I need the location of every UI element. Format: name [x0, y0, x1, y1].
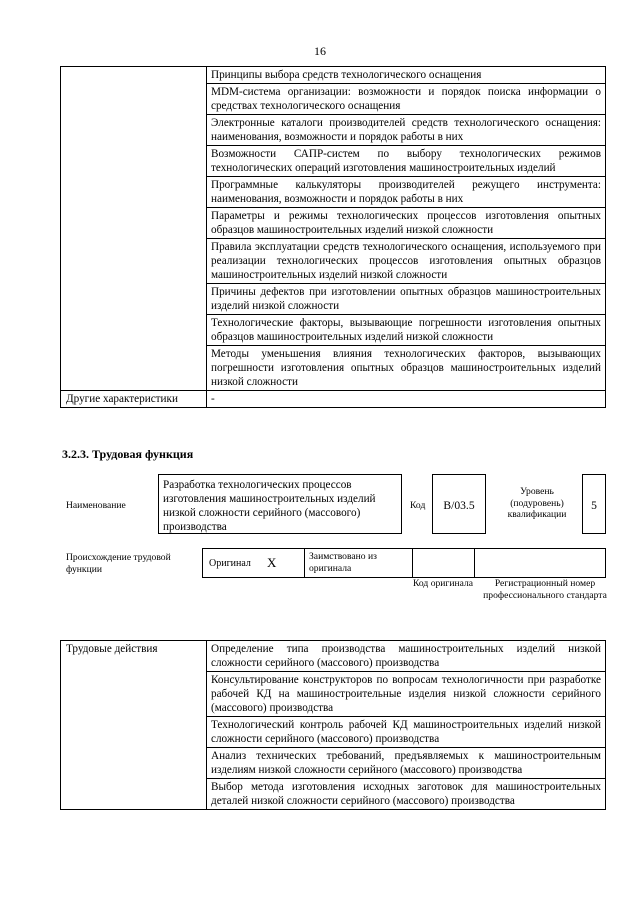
origin-row	[202, 548, 606, 578]
other-characteristics-value: -	[207, 391, 606, 408]
table-cell: Технологические факторы, вызывающие погрешности изготовления опытных образцов машиностроительных изделий низкой сложности	[207, 315, 606, 346]
table-cell: Выбор метода изготовления исходных заготовок для машиностроительных деталей низкой сложности серийного (массового) производства	[207, 779, 606, 810]
table-cell: Технологический контроль рабочей КД машиностроительных изделий низкой сложности серийного (массового) производства	[207, 717, 606, 748]
code-original-caption: Код оригинала	[412, 578, 474, 589]
function-name-box: Разработка технологических процессов изготовления машиностроительных изделий низкой сложности серийного (массового) производства	[158, 474, 402, 534]
knowledge-table	[60, 66, 606, 408]
table-cell: Электронные каталоги производителей средств технологического оснащения: наименования, возможности и порядок работы в них	[207, 115, 606, 146]
table-cell: Методы уменьшения влияния технологических факторов, вызывающих погрешности изготовления опытных образцов машиностроительных изделий низкой сложности	[207, 346, 606, 391]
original-label: Оригинал	[209, 558, 251, 569]
original-mark: X	[267, 555, 277, 570]
section-title: 3.2.3. Трудовая функция	[62, 447, 194, 461]
table-cell: Параметры и режимы технологических процессов изготовления опытных образцов машиностроительных изделий низкой сложности	[207, 208, 606, 239]
level-label: Уровень (подуровень) квалификации	[507, 486, 567, 520]
registration-number-cell	[474, 549, 606, 577]
borrowed-label: Заимствовано из оригинала	[309, 551, 377, 574]
table-cell: Возможности САПР-систем по выбору технологических режимов технологических операций изготовления машиностроительных изделий	[207, 146, 606, 177]
code-label: Код	[410, 500, 426, 511]
labor-actions-label: Трудовые действия	[61, 641, 207, 810]
function-code-box: B/03.5	[432, 474, 486, 534]
table-cell: Причины дефектов при изготовлении опытных образцов машиностроительных изделий низкой сложности	[207, 284, 606, 315]
table-cell: Определение типа производства машиностроительных изделий низкой сложности серийного (массового) производства	[207, 641, 606, 672]
original-cell	[202, 549, 304, 577]
other-characteristics-label: Другие характеристики	[61, 391, 207, 408]
level-box: 5	[582, 474, 606, 534]
table-cell: MDM-система организации: возможности и порядок поиска информации о средствах технологического оснащения	[207, 84, 606, 115]
table-row	[61, 391, 606, 408]
table-cell: Правила эксплуатации средств технологического оснащения, используемого при реализации технологических процессов изготовления опытных образцов машиностроительных изделий низкой сложности	[207, 239, 606, 284]
origin-label: Происхождение трудовой функции	[66, 552, 171, 575]
table-cell: Принципы выбора средств технологического оснащения	[207, 67, 606, 84]
borrowed-cell	[304, 549, 412, 577]
table-cell: Анализ технических требований, предъявляемых к машиностроительным изделиям низкой сложности серийного (массового) производства	[207, 748, 606, 779]
name-label: Наименование	[66, 500, 126, 511]
table-row	[61, 641, 606, 672]
page-number: 16	[314, 44, 326, 58]
table-cell: Программные калькуляторы производителей режущего инструмента: наименования, возможности и порядок работы в них	[207, 177, 606, 208]
code-original-cell	[412, 549, 474, 577]
table-cell: Консультирование конструкторов по вопросам технологичности при разработке рабочей КД на машиностроительные изделия низкой сложности серийного (массового) производства	[207, 672, 606, 717]
registration-number-caption: Регистрационный номер профессионального стандарта	[483, 578, 607, 601]
table-cell-empty	[61, 67, 207, 391]
table-row	[61, 67, 606, 84]
labor-actions-table	[60, 640, 606, 810]
